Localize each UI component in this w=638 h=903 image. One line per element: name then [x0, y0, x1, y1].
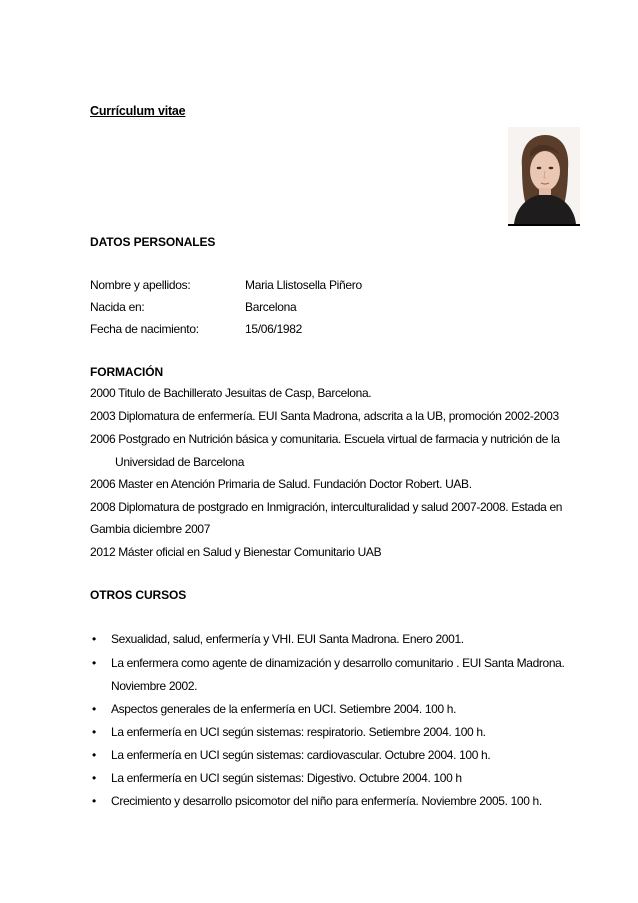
formacion-line: 2000 Titulo de Bachillerato Jesuitas de Casp, Barcelona.: [90, 386, 372, 400]
datos-row: [90, 322, 302, 336]
course-item: Crecimiento y desarrollo psicomotor del niño para enfermería. Noviembre 2005. 100 h.: [111, 794, 542, 808]
datos-row: [90, 278, 362, 292]
formacion-line: Universidad de Barcelona: [115, 455, 245, 469]
datos-row: [90, 300, 296, 314]
formacion-line: Gambia diciembre 2007: [90, 522, 211, 536]
formacion-line: 2008 Diplomatura de postgrado en Inmigración, interculturalidad y salud 2007-2008. Estada en: [90, 500, 563, 514]
bullet-icon: •: [92, 748, 97, 762]
section-heading-datos: DATOS PERSONALES: [90, 235, 216, 249]
course-item: La enfermería en UCI según sistemas: Digestivo. Octubre 2004. 100 h: [111, 771, 462, 785]
course-item: La enfermería en UCI según sistemas: cardiovascular. Octubre 2004. 100 h.: [111, 748, 491, 762]
section-heading-formacion: FORMACIÓN: [90, 365, 164, 379]
formacion-line: 2003 Diplomatura de enfermería. EUI Santa Madrona, adscrita a la UB, promoción 2002-2003: [90, 409, 559, 423]
formacion-line: 2006 Postgrado en Nutrición básica y comunitaria. Escuela virtual de farmacia y nutrición de la: [90, 432, 560, 446]
bullet-icon: •: [92, 656, 97, 670]
course-item-continuation: Noviembre 2002.: [111, 679, 198, 693]
section-heading-otros: OTROS CURSOS: [90, 588, 187, 602]
datos-value: 15/06/1982: [245, 322, 303, 336]
profile-photo: [508, 127, 580, 226]
portrait-image: [508, 127, 580, 224]
course-item: La enfermería en UCI según sistemas: respiratorio. Setiembre 2004. 100 h.: [111, 725, 486, 739]
bullet-icon: •: [92, 702, 97, 716]
datos-label: Nombre y apellidos:: [90, 278, 191, 292]
course-item: Aspectos generales de la enfermería en UCI. Setiembre 2004. 100 h.: [111, 702, 457, 716]
document-title: Currículum vitae: [90, 104, 186, 118]
formacion-line: 2012 Máster oficial en Salud y Bienestar Comunitario UAB: [90, 545, 382, 559]
bullet-icon: •: [92, 632, 97, 646]
course-item: Sexualidad, salud, enfermería y VHI. EUI Santa Madrona. Enero 2001.: [111, 632, 464, 646]
bullet-icon: •: [92, 725, 97, 739]
formacion-line: 2006 Master en Atención Primaria de Salud. Fundación Doctor Robert. UAB.: [90, 477, 472, 491]
datos-label: Nacida en:: [90, 300, 145, 314]
bullet-icon: •: [92, 794, 97, 808]
datos-label: Fecha de nacimiento:: [90, 322, 199, 336]
bullet-icon: •: [92, 771, 97, 785]
course-item: La enfermera como agente de dinamización y desarrollo comunitario . EUI Santa Madrona.: [111, 656, 565, 670]
datos-value: Barcelona: [245, 300, 297, 314]
datos-value: Maria Llistosella Piñero: [245, 278, 362, 292]
